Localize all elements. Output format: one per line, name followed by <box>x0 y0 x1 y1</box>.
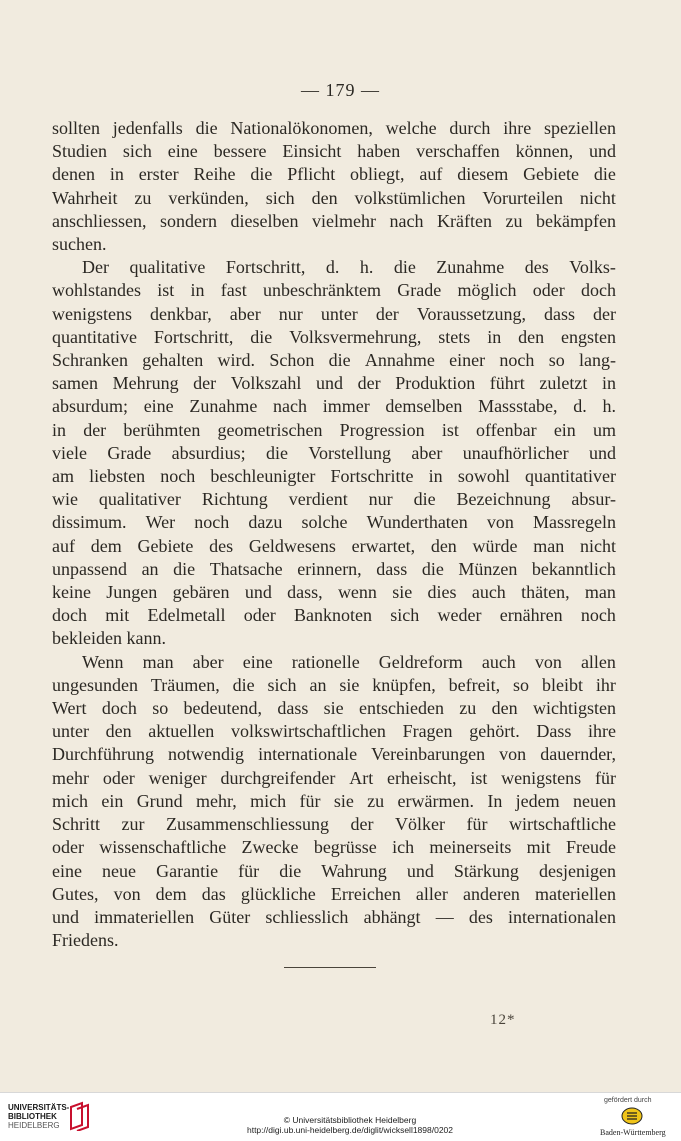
text-line: Gutes, von dem das glückliche Erreichen aller anderen materiellen <box>52 883 616 904</box>
text-line: Wert doch so bedeutend, dass sie entschieden zu den wichtigsten <box>52 698 616 719</box>
signature-mark: 12* <box>490 1012 516 1028</box>
viewer-footer <box>0 1092 681 1141</box>
text-line: wohlstandes ist in fast unbeschränktem Grade möglich oder doch <box>52 280 616 301</box>
text-line: unpassend an die Thatsache erinnern, dass die Münzen bekanntlich <box>52 558 616 579</box>
page-number: — 179 — <box>301 80 380 100</box>
paragraph-2 <box>52 256 616 650</box>
library-line: UNIVERSITÄTS- <box>8 1103 70 1112</box>
text-line: Schritt zur Zusammenschliessung der Völker für wirtschaftliche <box>52 814 616 835</box>
text-line: auf dem Gebiete des Geldwesens erwartet, den würde man nicht <box>52 535 616 556</box>
state-seal-icon <box>621 1107 643 1125</box>
text-line: in der berühmten geometrischen Progression ist offenbar ein um <box>52 419 616 440</box>
text-line: suchen. <box>52 234 107 255</box>
paragraph-1 <box>52 117 616 256</box>
sponsor-name: Baden-Württemberg <box>600 1128 666 1137</box>
body-text <box>52 117 616 952</box>
text-line: dissimum. Wer noch dazu solche Wunderthaten von Massregeln <box>52 512 616 533</box>
library-line: HEIDELBERG <box>8 1121 60 1130</box>
closing-rule <box>284 967 376 968</box>
text-line: wie qualitativer Richtung verdient nur die Bezeichnung absur- <box>52 489 616 510</box>
text-line: Wenn man aber eine rationelle Geldreform auch von allen <box>82 651 616 672</box>
library-logo-icon[interactable] <box>68 1101 92 1131</box>
text-line: am liebsten noch beschleunigter Fortschritte in sowohl quantitativer <box>52 466 616 487</box>
text-line: samen Mehrung der Volkszahl und der Produktion führt zuletzt in <box>52 373 616 394</box>
text-line: Der qualitative Fortschritt, d. h. die Zunahme des Volks- <box>82 257 616 278</box>
permalink[interactable]: http://digi.ub.uni-heidelberg.de/diglit/wicksell1898/0202 <box>246 1125 454 1135</box>
text-line: mehr oder weniger durchgreifender Art erheischt, ist wenigstens für <box>52 767 616 788</box>
text-line: Durchführung notwendig internationale Vereinbarungen von dauernder, <box>52 744 616 765</box>
text-line: Friedens. <box>52 930 119 951</box>
text-line: Wahrheit zu verkünden, sich den volkstümlichen Vorurteilen nicht <box>52 187 616 208</box>
text-line: anschliessen, sondern dieselben vielmehr nach Kräften zu bekämpfen <box>52 210 616 231</box>
library-line: BIBLIOTHEK <box>8 1112 57 1121</box>
text-line: eine neue Garantie für die Wahrung und Stärkung desjenigen <box>52 860 616 881</box>
sponsor-label: gefördert durch <box>604 1097 652 1104</box>
text-line: viele Grade absurdius; die Vorstellung aber unaufhörlicher und <box>52 442 616 463</box>
library-logo-text[interactable] <box>8 1103 69 1130</box>
text-line: wenigstens denkbar, aber nur unter der Voraussetzung, dass der <box>52 303 616 324</box>
text-line: quantitative Fortschritt, die Volksvermehrung, stets in den engsten <box>52 326 616 347</box>
text-line: mich ein Grund mehr, mich für sie zu erwärmen. In jedem neuen <box>52 790 616 811</box>
text-line: oder wissenschaftliche Zwecke begrüsse ich meinerseits mit Freude <box>52 837 616 858</box>
copyright-text: © Universitätsbibliothek Heidelberg <box>283 1115 417 1125</box>
paragraph-3 <box>52 651 616 953</box>
credits <box>180 1115 520 1135</box>
text-line: Studien sich eine bessere Einsicht haben verschaffen können, und <box>52 141 616 162</box>
text-line: keine Jungen gebären und dass, wenn sie dies auch thäten, man <box>52 582 616 603</box>
text-line: sollten jedenfalls die Nationalökonomen, welche durch ihre speziellen <box>52 118 616 138</box>
text-line: Schranken gehalten wird. Schon die Annahme einer noch so lang- <box>52 350 616 371</box>
text-line: denen in erster Reihe die Pflicht obliegt, auf diesem Gebiete die <box>52 164 616 185</box>
text-line: ungesunden Träumen, die sich an sie knüpfen, befreit, so bleibt ihr <box>52 674 616 695</box>
text-line: bekleiden kann. <box>52 628 166 649</box>
text-line: und immateriellen Güter schliesslich abhängt — des internationalen <box>52 906 616 927</box>
text-line: doch mit Edelmetall oder Banknoten sich weder ernähren noch <box>52 605 616 626</box>
text-line: unter den aktuellen volkswirtschaftlichen Fragen gehört. Dass ihre <box>52 721 616 742</box>
text-line: absurdum; eine Zunahme nach immer demselben Massstabe, d. h. <box>52 396 616 417</box>
